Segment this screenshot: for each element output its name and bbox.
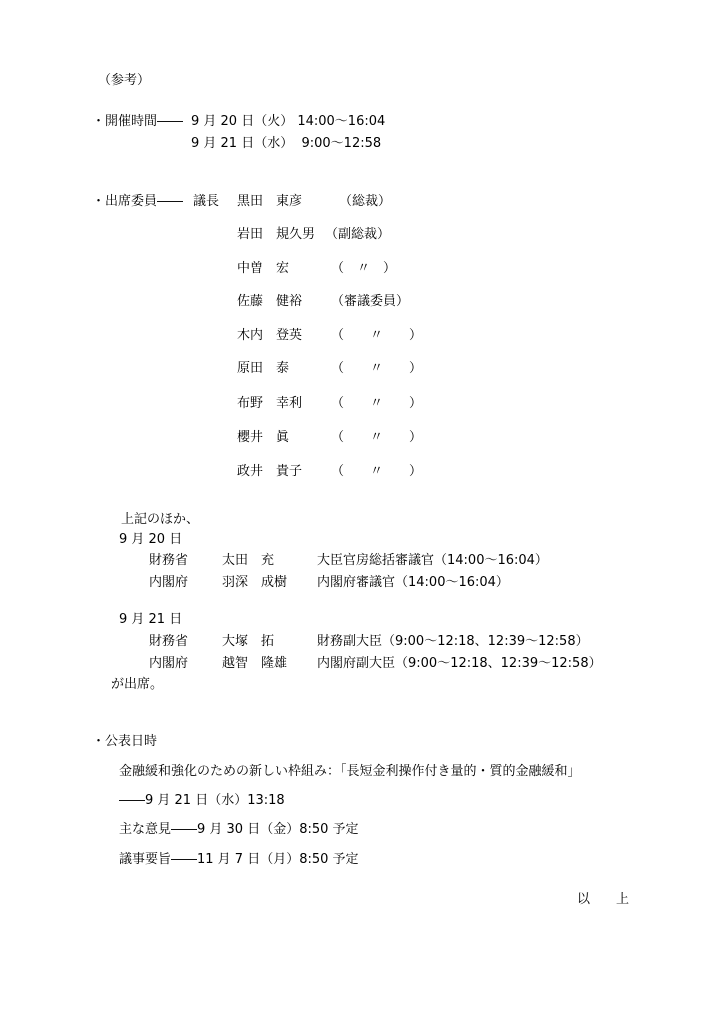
publication-line2: ――9 月 21 日（水）13:18 — [119, 793, 285, 808]
others-org: 財務省 — [149, 634, 189, 649]
publication-line4: 議事要旨――11 月 7 日（月）8:50 予定 — [119, 852, 359, 867]
attendee-name: 政井 貴子 — [237, 464, 303, 479]
attendee-title: （総裁） — [339, 194, 392, 209]
attendee-title: （ 〃 ） — [331, 328, 423, 343]
attendee-title: （ 〃 ） — [331, 361, 423, 376]
attendee-title: （ 〃 ） — [331, 261, 397, 276]
attendee-title: （審議委員） — [331, 294, 410, 309]
publication-line3: 主な意見――9 月 30 日（金）8:50 予定 — [119, 822, 359, 837]
meeting-time-label: ・開催時間―― — [92, 114, 184, 129]
others-org: 内閣府 — [149, 575, 189, 590]
attendee-name: 黒田 東彦 — [237, 194, 303, 209]
meeting-time-day1: 9 月 20 日（火） 14:00～16:04 — [191, 114, 386, 129]
others-day2-label: 9 月 21 日 — [119, 612, 183, 627]
attendees-label: ・出席委員―― — [92, 194, 184, 209]
meeting-time-day2: 9 月 21 日（水） 9:00～12:58 — [191, 136, 382, 151]
others-outro: が出席。 — [111, 677, 164, 692]
others-org: 内閣府 — [149, 656, 189, 671]
others-title: 財務副大臣（9:00～12:18、12:39～12:58） — [317, 634, 589, 649]
others-name: 越智 隆雄 — [222, 656, 288, 671]
others-name: 羽深 成樹 — [222, 575, 288, 590]
attendee-title: （ 〃 ） — [331, 464, 423, 479]
attendee-name: 佐藤 健裕 — [237, 294, 303, 309]
closing-mark: 以 上 — [577, 892, 630, 907]
publication-label: ・公表日時 — [92, 734, 158, 749]
attendee-title: （ 〃 ） — [331, 396, 423, 411]
attendee-name: 櫻井 眞 — [237, 430, 290, 445]
attendee-name: 岩田 規久男 — [237, 227, 316, 242]
others-name: 大塚 拓 — [222, 634, 275, 649]
attendee-name: 木内 登英 — [237, 328, 303, 343]
attendee-name: 布野 幸利 — [237, 396, 303, 411]
others-intro: 上記のほか、 — [121, 512, 200, 527]
reference-heading: （参考） — [98, 73, 151, 88]
publication-line1: 金融緩和強化のための新しい枠組み：「長短金利操作付き量的・質的金融緩和」 — [119, 764, 581, 779]
others-title: 内閣府審議官（14:00～16:04） — [317, 575, 509, 590]
others-day1-label: 9 月 20 日 — [119, 532, 183, 547]
attendee-title: （副総裁） — [325, 227, 391, 242]
others-title: 内閣府副大臣（9:00～12:18、12:39～12:58） — [317, 656, 602, 671]
others-title: 大臣官房総括審議官（14:00～16:04） — [317, 553, 548, 568]
attendee-name: 原田 泰 — [237, 361, 290, 376]
attendee-title: （ 〃 ） — [331, 430, 423, 445]
attendee-name: 中曽 宏 — [237, 261, 290, 276]
others-org: 財務省 — [149, 553, 189, 568]
attendee-role: 議長 — [193, 194, 220, 209]
others-name: 太田 充 — [222, 553, 275, 568]
